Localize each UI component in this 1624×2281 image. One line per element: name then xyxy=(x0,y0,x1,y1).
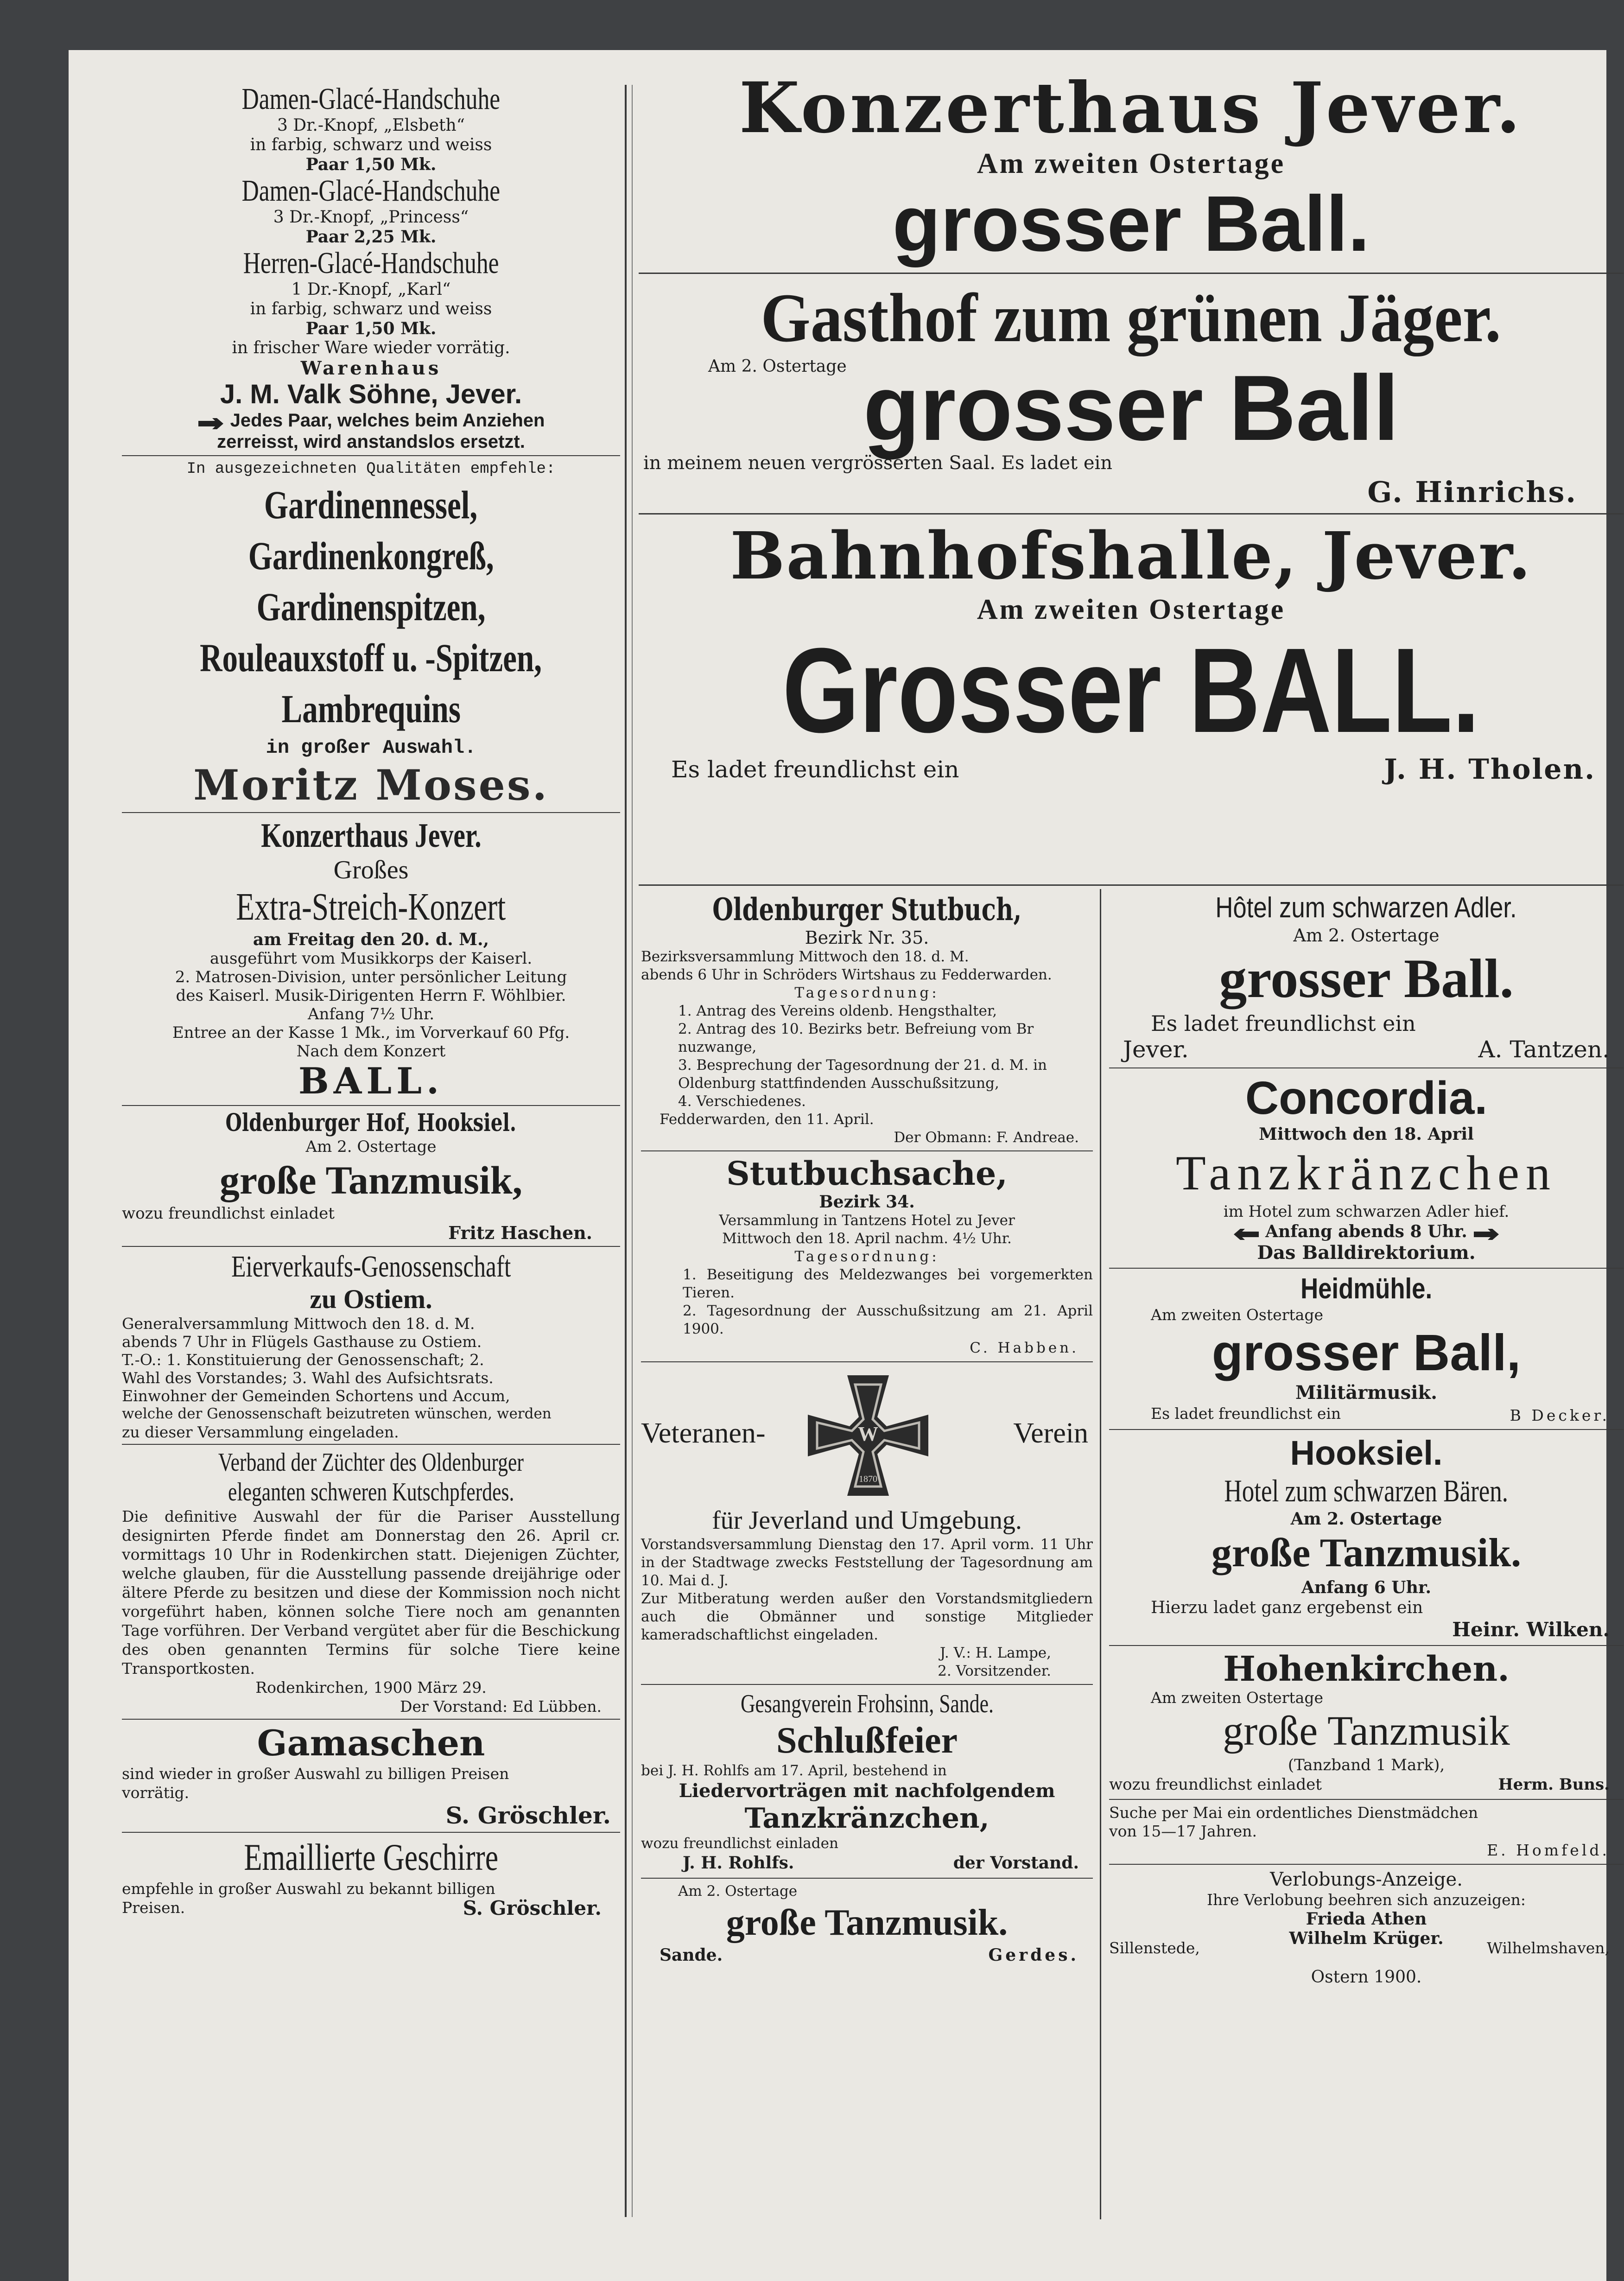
konzert-line: Großes xyxy=(333,856,409,884)
hohenkirchen-title: Hohenkirchen. xyxy=(1223,1649,1510,1689)
guarantee-line-2: zerreisst, wird anstandslos ersetzt. xyxy=(217,432,525,452)
heidmuehle-ad xyxy=(1109,1272,1624,1425)
divider xyxy=(122,1444,620,1445)
konzert-line: ausgeführt vom Musikkorps der Kaiserl. xyxy=(209,949,533,968)
heidmuehle-title: Heidmühle. xyxy=(1300,1273,1433,1305)
divider xyxy=(122,1719,620,1720)
stutbuch-signature: Der Obmann: F. Andreae. xyxy=(894,1129,1079,1146)
concordia-title: Concordia. xyxy=(1245,1072,1488,1124)
stutbuchsache-item: 2. Tagesordnung der Ausschußsitzung am 21. April 1900. xyxy=(683,1303,1093,1337)
geschirre-title: Emaillierte Geschirre xyxy=(244,1836,498,1878)
column-rule xyxy=(1100,889,1101,2219)
sande-headline: große Tanzmusik. xyxy=(726,1902,1008,1943)
warenhaus-label: Warenhaus xyxy=(300,357,442,379)
divider xyxy=(641,1150,1093,1151)
veteranen-body-2: Zur Mitberatung werden außer den Vorstandsmitgliedern auch die Obmänner und sonstige Mitglieder kameradschaftlichst eingeladen. xyxy=(641,1590,1093,1643)
konzerthaus-title: Konzerthaus Jever. xyxy=(739,67,1523,149)
veteranen-right: Verein xyxy=(1013,1417,1088,1449)
gesang-signature: J. H. Rohlfs. xyxy=(683,1853,794,1873)
gesang-line: wozu freundlichst einladen xyxy=(641,1835,838,1852)
column-rule xyxy=(632,85,633,2217)
eier-line: Wahl des Vorstandes; 3. Wahl des Aufsichtsrats. xyxy=(122,1369,494,1387)
adler-title: Hôtel zum schwarzen Adler. xyxy=(1215,892,1517,924)
gamaschen-ad xyxy=(122,1722,620,1829)
bahnhof-line: Am zweiten Ostertage xyxy=(977,594,1286,625)
divider xyxy=(122,1832,620,1833)
divider xyxy=(1109,1799,1624,1800)
stutbuch-line: abends 6 Uhr in Schröders Wirtshaus zu Fedderwarden. xyxy=(641,966,1052,983)
divider xyxy=(122,1246,620,1247)
cross-letter: W xyxy=(858,1423,878,1445)
glove-price: Paar 2,25 Mk. xyxy=(305,227,437,247)
concordia-line: Anfang abends 8 Uhr. xyxy=(1265,1222,1467,1241)
column-rule xyxy=(625,85,627,2217)
adler-signature: A. Tantzen. xyxy=(1478,1036,1610,1063)
konzerthaus-line: Am zweiten Ostertage xyxy=(977,148,1286,179)
divider xyxy=(1109,1429,1624,1430)
bahnhof-ball: Grosser BALL. xyxy=(782,623,1480,758)
glove-title-1: Damen-Glacé-Handschuhe xyxy=(241,82,501,116)
stutbuch-line: Bezirksversammlung Mittwoch den 18. d. M. xyxy=(641,948,969,965)
divider xyxy=(1109,1268,1624,1269)
heidmuehle-signature: B Decker. xyxy=(1510,1406,1610,1424)
verlobung-line: Ihre Verlobung beehren sich anzuzeigen: xyxy=(1206,1891,1526,1909)
hooksiel-ad xyxy=(1109,1434,1624,1641)
concordia-headline: Tanzkränzchen xyxy=(1176,1146,1557,1200)
gasthof-line: in meinem neuen vergrösserten Saal. Es ladet ein xyxy=(643,452,1113,474)
veteranen-signature: 2. Vorsitzender. xyxy=(938,1663,1051,1679)
stutbuchsache-line: Versammlung in Tantzens Hotel zu Jever xyxy=(719,1212,1015,1229)
eier-line: Generalversammlung Mittwoch den 18. d. M. xyxy=(122,1315,475,1333)
hooksiel-title: Hooksiel. xyxy=(1290,1434,1443,1472)
adler-ball: grosser Ball. xyxy=(1219,947,1514,1009)
hohenkirchen-ad xyxy=(1109,1650,1624,1795)
gloves-ad xyxy=(122,83,620,452)
verband-title-2: eleganten schweren Kutschpferdes. xyxy=(228,1478,514,1506)
verlobung-title: Verlobungs-Anzeige. xyxy=(1270,1869,1463,1890)
konzert-line: des Kaiserl. Musik-Dirigenten Herrn F. Wöhlbier. xyxy=(176,986,566,1005)
concordia-line: im Hotel zum schwarzen Adler hief. xyxy=(1223,1202,1510,1221)
hof-headline: große Tanzmusik, xyxy=(219,1158,523,1202)
divider xyxy=(641,1878,1093,1879)
glove-line: 3 Dr.-Knopf, „Princess“ xyxy=(273,208,469,227)
moses-line: Lambrequins xyxy=(281,686,461,731)
gesang-ad xyxy=(641,1689,1093,1874)
divider xyxy=(1109,1067,1624,1068)
gasthof-ball: grosser Ball xyxy=(863,356,1399,460)
bahnhof-ad xyxy=(639,519,1624,788)
konzert-line: am Freitag den 20. d. M., xyxy=(253,930,489,949)
maedchen-signature: E. Homfeld. xyxy=(1487,1841,1610,1859)
moses-line: Gardinenspitzen, xyxy=(256,585,486,629)
konzert-line: Entree an der Kasse 1 Mk., im Vorverkauf 60 Pfg. xyxy=(172,1023,570,1042)
pointing-hand-icon xyxy=(1232,1226,1260,1240)
gesang-sub: Schlußfeier xyxy=(776,1720,958,1761)
gesang-line: Liedervorträgen mit nachfolgendem xyxy=(679,1780,1055,1802)
sande-ad xyxy=(641,1882,1093,1966)
hof-line: Am 2. Ostertage xyxy=(305,1137,437,1156)
stutbuch-ad xyxy=(641,891,1093,1147)
verlobung-date: Ostern 1900. xyxy=(1311,1968,1422,1987)
stutbuchsache-sub: Bezirk 34. xyxy=(819,1192,915,1212)
stutbuch-item: 1. Antrag des Vereins oldenb. Hengsthalter, xyxy=(678,1003,997,1019)
divider xyxy=(122,455,620,456)
verlobung-place: Sillenstede, xyxy=(1109,1939,1200,1957)
moses-signature: Moritz Moses. xyxy=(193,761,549,810)
heidmuehle-line: Militärmusik. xyxy=(1295,1382,1438,1404)
gasthof-line: Am 2. Ostertage xyxy=(708,357,847,376)
divider xyxy=(639,884,1624,886)
hohenkirchen-line: (Tanzband 1 Mark), xyxy=(1288,1756,1445,1774)
moses-intro: In ausgezeichneten Qualitäten empfehle: xyxy=(186,460,556,478)
stutbuch-date: Fedderwarden, den 11. April. xyxy=(660,1111,874,1128)
bahnhof-line: Es ladet freundlichst ein xyxy=(671,756,959,783)
hohenkirchen-line: Am zweiten Ostertage xyxy=(1151,1689,1324,1707)
glove-price: Paar 1,50 Mk. xyxy=(305,319,437,338)
sande-signature: Gerdes. xyxy=(988,1945,1079,1965)
verband-body: Die definitive Auswahl der für die Pariser Ausstellung designirten Pferde findet am Donnerstag den 26. April cr. vormittags 10 Uhr in Rodenkirchen statt. Diejenigen Züchter, welche glauben, für die Ausstellung passende dreijährige oder ältere Pferde zu besitzen und diese der Kommission noch nicht vorgeführt haben, können solche Tiere noch am genannten Tage vorführen. Der Verband vergütet aber für die Beschickung des oben genannten Termins für solche Tiere keine Transportkosten. xyxy=(122,1507,620,1677)
hooksiel-line: Hierzu ladet ganz ergebenst ein xyxy=(1151,1598,1423,1617)
konzert-line: Nach dem Konzert xyxy=(296,1042,446,1061)
adler-signature: Jever. xyxy=(1123,1036,1189,1063)
stutbuch-agenda: Tagesordnung: xyxy=(794,985,939,1001)
gesang-signature: der Vorstand. xyxy=(953,1853,1079,1873)
hof-signature: Fritz Haschen. xyxy=(448,1222,592,1243)
geschirre-line: Preisen. xyxy=(122,1899,185,1917)
gasthof-signature: G. Hinrichs. xyxy=(1367,475,1577,509)
guarantee-line-1: Jedes Paar, welches beim Anziehen xyxy=(230,410,545,431)
hooksiel-line: Anfang 6 Uhr. xyxy=(1301,1578,1432,1597)
eier-ad xyxy=(122,1250,620,1441)
konzert-headline: Extra-Streich-Konzert xyxy=(236,885,506,928)
stutbuchsache-ad xyxy=(641,1155,1093,1358)
adler-line: Am 2. Ostertage xyxy=(1293,925,1440,946)
divider xyxy=(641,1684,1093,1685)
eier-line: welche der Genossenschaft beizutreten wünschen, werden xyxy=(122,1405,552,1422)
konzert-line: 2. Matrosen-Division, unter persönlicher Leitung xyxy=(175,968,567,986)
stutbuch-item: 3. Besprechung der Tagesordnung der 21. d. M. in Oldenburg stattfindenden Ausschußsitzung, xyxy=(678,1057,1047,1092)
hof-title: Oldenburger Hof, Hooksiel. xyxy=(225,1109,517,1137)
moses-ad xyxy=(122,459,620,809)
verband-date: Rodenkirchen, 1900 März 29. xyxy=(255,1678,487,1696)
divider xyxy=(122,812,620,813)
konzert-ad xyxy=(122,816,620,1102)
divider xyxy=(641,1361,1093,1362)
geschirre-line: empfehle in großer Auswahl zu bekannt billigen xyxy=(122,1880,495,1898)
moses-line: Gardinenkongreß, xyxy=(248,534,494,578)
veteranen-body: Vorstandsversammlung Dienstag den 17. April vorm. 11 Uhr in der Stadtwage zwecks Feststellung der Tagesordnung am 10. Mai d. J. xyxy=(641,1536,1093,1589)
stutbuchsache-title: Stutbuchsache, xyxy=(726,1154,1008,1193)
stutbuchsache-signature: C. Habben. xyxy=(970,1340,1079,1356)
verband-ad xyxy=(122,1448,620,1716)
adler-line: Es ladet freundlichst ein xyxy=(1151,1011,1416,1036)
hohenkirchen-line: wozu freundlichst einladet xyxy=(1109,1775,1322,1794)
glove-price: Paar 1,50 Mk. xyxy=(305,155,437,174)
gasthof-title: Gasthof zum grünen Jäger. xyxy=(761,280,1502,356)
konzert-title: Konzerthaus Jever. xyxy=(260,817,482,855)
veteranen-signature: J. V.: H. Lampe, xyxy=(939,1645,1051,1661)
eier-line: T.-O.: 1. Konstituierung der Genossenschaft; 2. xyxy=(122,1351,484,1369)
gamaschen-line: vorrätig. xyxy=(122,1784,190,1802)
iron-cross-icon xyxy=(803,1371,933,1500)
divider xyxy=(1109,1645,1624,1646)
glove-line: in farbig, schwarz und weiss xyxy=(250,135,492,154)
heidmuehle-line: Es ladet freundlichst ein xyxy=(1151,1404,1341,1423)
glove-line: 1 Dr.-Knopf, „Karl“ xyxy=(291,280,451,299)
verband-signature: Der Vorstand: Ed Lübben. xyxy=(400,1697,602,1716)
hooksiel-headline: große Tanzmusik. xyxy=(1211,1531,1522,1576)
maedchen-ad xyxy=(1109,1804,1624,1860)
moses-line: Rouleauxstoff u. -Spitzen, xyxy=(200,635,542,680)
hohenkirchen-signature: Herm. Buns. xyxy=(1498,1775,1610,1794)
adler-ad xyxy=(1109,891,1624,1064)
stutbuch-sub: Bezirk Nr. 35. xyxy=(805,928,929,948)
pointing-hand-icon xyxy=(1473,1226,1501,1240)
gamaschen-title: Gamaschen xyxy=(257,1722,485,1764)
divider xyxy=(639,273,1624,274)
gasthof-ad xyxy=(639,279,1624,508)
eier-sub: zu Ostiem. xyxy=(310,1284,432,1314)
divider xyxy=(639,513,1624,515)
eier-line: Einwohner der Gemeinden Schortens und Accum, xyxy=(122,1387,510,1405)
sande-line: Am 2. Ostertage xyxy=(678,1883,798,1900)
divider xyxy=(122,1105,620,1106)
stutbuch-item: 4. Verschiedenes. xyxy=(678,1093,806,1110)
veteranen-sub: für Jeverland und Umgebung. xyxy=(712,1506,1022,1535)
stutbuchsache-agenda: Tagesordnung: xyxy=(794,1248,939,1265)
gesang-line: bei J. H. Rohlfs am 17. April, bestehend in xyxy=(641,1762,947,1779)
hof-line: wozu freundlichst einladet xyxy=(122,1204,335,1223)
hohenkirchen-headline: große Tanzmusik xyxy=(1223,1708,1510,1754)
glove-line: in farbig, schwarz und weiss xyxy=(250,299,492,318)
gesang-title: Gesangverein Frohsinn, Sande. xyxy=(740,1690,994,1718)
hooksiel-line: Hotel zum schwarzen Bären. xyxy=(1224,1473,1509,1508)
konzerthaus-ad xyxy=(639,69,1624,268)
stutbuchsache-item: 1. Beseitigung des Meldezwanges bei vorgemerkten Tieren. xyxy=(683,1266,1093,1301)
verlobung-ad xyxy=(1109,1868,1624,1987)
eier-line: abends 7 Uhr in Flügels Gasthause zu Ostiem. xyxy=(122,1333,482,1351)
hooksiel-signature: Heinr. Wilken. xyxy=(1452,1618,1610,1641)
maedchen-line: von 15—17 Jahren. xyxy=(1109,1822,1257,1840)
heidmuehle-line: Am zweiten Ostertage xyxy=(1151,1306,1324,1324)
heidmuehle-ball: grosser Ball, xyxy=(1212,1324,1521,1381)
geschirre-ad xyxy=(122,1836,620,1920)
divider xyxy=(1109,1864,1624,1865)
top-ads xyxy=(639,69,1624,788)
gamaschen-line: sind wieder in großer Auswahl zu billigen Preisen xyxy=(122,1765,509,1783)
moses-line: Gardinennessel, xyxy=(264,483,478,527)
newspaper-page xyxy=(69,50,1610,2281)
geschirre-signature: S. Gröschler. xyxy=(463,1897,602,1919)
glove-title-3: Herren-Glacé-Handschuhe xyxy=(243,246,499,280)
gesang-line: Tanzkränzchen, xyxy=(744,1802,990,1835)
middle-column xyxy=(641,891,1093,1966)
konzert-line: Anfang 7½ Uhr. xyxy=(307,1005,435,1023)
bahnhof-title: Bahnhofshalle, Jever. xyxy=(730,518,1532,594)
stutbuch-title: Oldenburger Stutbuch, xyxy=(712,891,1022,928)
cross-year: 1870 xyxy=(859,1474,877,1484)
glove-note: in frischer Ware wieder vorrätig. xyxy=(232,338,510,357)
stutbuch-item: 2. Antrag des 10. Bezirks betr. Befreiung vom Br nuzwange, xyxy=(678,1021,1034,1055)
eier-line: zu dieser Versammlung eingeladen. xyxy=(122,1423,399,1441)
concordia-signature: Das Balldirektorium. xyxy=(1257,1242,1476,1264)
hof-ad xyxy=(122,1109,620,1243)
sande-signature: Sande. xyxy=(660,1945,723,1965)
hooksiel-line: Am 2. Ostertage xyxy=(1290,1509,1442,1529)
veteranen-ad xyxy=(641,1366,1093,1680)
right-column xyxy=(1109,891,1624,1987)
glove-title-2: Damen-Glacé-Handschuhe xyxy=(241,174,501,208)
konzert-ball: BALL. xyxy=(298,1060,444,1102)
left-column xyxy=(122,83,620,1920)
stutbuchsache-line: Mittwoch den 18. April nachm. 4½ Uhr. xyxy=(722,1230,1012,1247)
veteranen-left: Veteranen- xyxy=(641,1417,766,1449)
firm-name: J. M. Valk Söhne, Jever. xyxy=(220,379,522,409)
concordia-ad xyxy=(1109,1072,1624,1264)
verlobung-place: Wilhelmshaven, xyxy=(1487,1939,1610,1957)
eier-title: Eierverkaufs-Genossenschaft xyxy=(231,1250,511,1283)
verlobung-name: Wilhelm Krüger. xyxy=(1289,1929,1444,1948)
verlobung-name: Frieda Athen xyxy=(1306,1909,1427,1929)
moses-line: in großer Auswahl. xyxy=(266,737,476,759)
concordia-line: Mittwoch den 18. April xyxy=(1259,1125,1474,1144)
maedchen-line: Suche per Mai ein ordentliches Dienstmädchen xyxy=(1109,1804,1478,1822)
gamaschen-signature: S. Gröschler. xyxy=(445,1802,611,1829)
verband-title-1: Verband der Züchter des Oldenburger xyxy=(218,1448,524,1477)
konzerthaus-ball: grosser Ball. xyxy=(892,180,1370,268)
glove-line: 3 Dr.-Knopf, „Elsbeth“ xyxy=(277,116,465,135)
bahnhof-signature: J. H. Tholen. xyxy=(1384,753,1596,786)
pointing-hand-icon xyxy=(197,414,225,428)
